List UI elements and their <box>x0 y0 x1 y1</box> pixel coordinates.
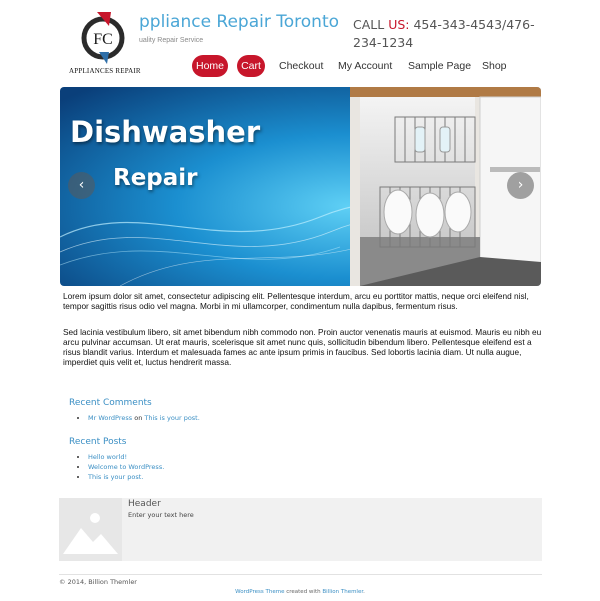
slide-title-line2: Repair <box>113 165 198 191</box>
nav-item-sample-page[interactable]: Sample Page <box>408 60 472 72</box>
image-placeholder-icon <box>59 498 122 561</box>
site-title[interactable]: ppliance Repair Toronto <box>139 12 340 32</box>
call-us-label: US: <box>388 17 414 32</box>
content-paragraph-1: Lorem ipsum dolor sit amet, consectetur adipiscing elit. Pellentesque interdum, arcu eu porttitor mattis, neque orci eleifend nisl, tempor sagittis risus odio vel magna. Morbi in mi ullamcorper, condimentum nulla dapibus, fermentum risus. <box>63 291 529 311</box>
recent-comments-list <box>79 413 200 423</box>
recent-posts-title: Recent Posts <box>69 437 127 447</box>
site-tagline: uality Repair Service <box>139 37 204 44</box>
header-widget-text: Enter your text here <box>128 511 194 519</box>
footer-divider <box>59 574 542 575</box>
nav-item-my-account[interactable]: My Account <box>338 60 393 72</box>
phone-number: 454-343-4543/476-234-1234 <box>353 17 535 50</box>
logo-caption: APPLIANCES REPAIR <box>69 67 141 75</box>
nav-item-checkout[interactable]: Checkout <box>279 60 324 72</box>
billion-themler-link[interactable]: Billion Themler <box>322 589 364 595</box>
call-us-phone <box>353 16 538 52</box>
post-link[interactable]: Hello world! <box>88 453 128 461</box>
list-item <box>88 452 164 462</box>
recent-comments-title: Recent Comments <box>69 398 152 408</box>
comment-author-link[interactable]: Mr WordPress <box>88 414 133 422</box>
nav-item-shop[interactable]: Shop <box>482 60 507 72</box>
wordpress-theme-link[interactable]: WordPress Theme <box>235 589 285 595</box>
list-item <box>88 413 200 423</box>
slide-title-line1: Dishwasher <box>70 115 261 149</box>
credits-mid-text: created with <box>284 589 323 595</box>
post-link[interactable]: This is your post. <box>88 473 144 481</box>
list-item <box>88 462 164 472</box>
logo-monogram: FC <box>93 31 113 48</box>
footer-copyright: © 2014, Billion Themler <box>59 578 137 586</box>
comment-on-text: on <box>132 414 145 422</box>
list-item <box>88 472 164 482</box>
footer-credits <box>0 589 600 595</box>
recent-posts-list <box>79 452 164 482</box>
hero-slider[interactable] <box>60 87 541 286</box>
comment-post-link[interactable]: This is your post. <box>144 414 200 422</box>
header-widget <box>59 498 542 561</box>
slider-next-icon[interactable]: › <box>507 172 534 199</box>
site-logo[interactable] <box>63 8 143 78</box>
header-widget-title: Header <box>128 499 161 509</box>
slider-prev-icon[interactable]: ‹ <box>68 172 95 199</box>
credits-end-text: . <box>363 589 365 595</box>
nav-item-home[interactable]: Home <box>192 55 228 77</box>
fc-logo-icon <box>63 8 143 68</box>
call-label: CALL <box>353 17 389 32</box>
content-paragraph-2: Sed lacinia vestibulum libero, sit amet bibendum nibh commodo non. Proin auctor venenatis mauris at euismod. Mauris eu nibh eu arcu pulvinar accumsan. Ut erat mauris, scelerisque sit amet nunc quis, sollicitudin bibendum libero. Pellentesque eleifend est a risus blandit varius. Interdum et malesuada fames ac ante ipsum primis in faucibus. Sed lobortis lacinia diam. Ut nulla augue, imperdiet quis velit et, luctus hendrerit massa. <box>63 327 542 367</box>
nav-item-cart[interactable]: Cart <box>237 55 265 77</box>
post-link[interactable]: Welcome to WordPress. <box>88 463 165 471</box>
